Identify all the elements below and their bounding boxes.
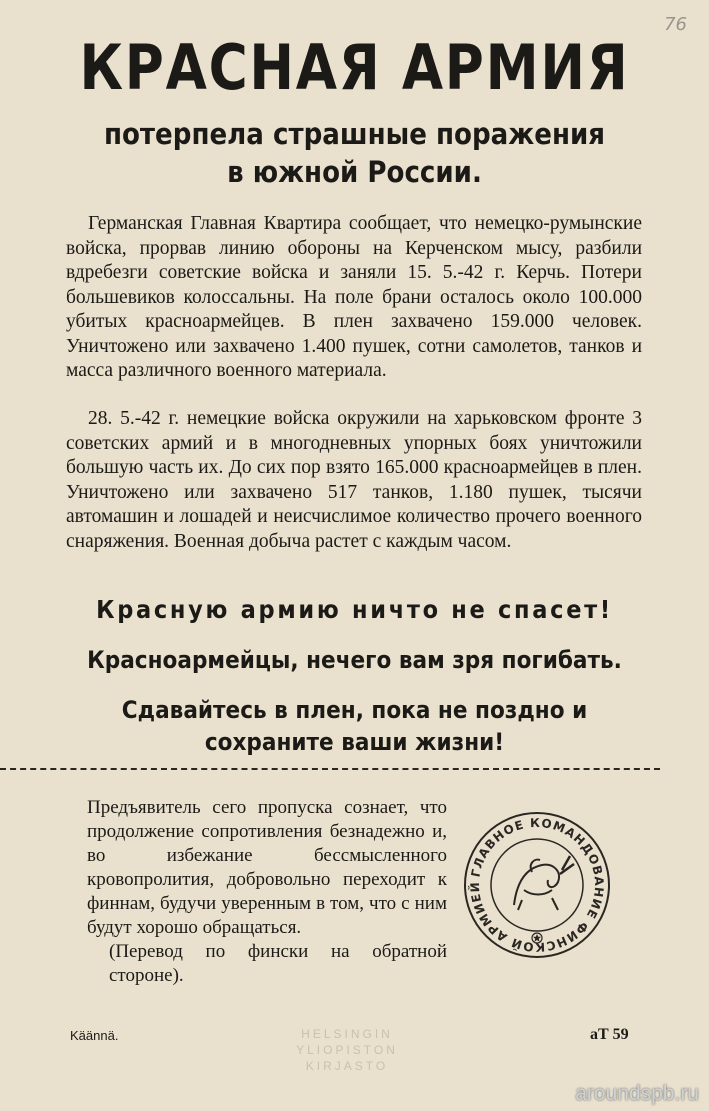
headline: КРАСНАЯ АРМИЯ [79,31,630,104]
lion-emblem [514,856,574,910]
library-stamp-line-1: HELSINGIN [301,1027,393,1041]
paragraph-kharkov: 28. 5.-42 г. немецкие войска окружили на харьковском фронте 3 советских армий и в многодневных упорных боях уничтожили большую часть их. До сих пор взято 165.000 красноармейцев в плен. Уничтожено или захвачено 517 танков, 1.180 пушек, тысячи автомашин и лошадей и неисчислимое количество прочего военного снаряжения. Военная добыча растет с каждым часом. [66,408,642,552]
site-watermark: aroundspb.ru [575,1082,699,1105]
library-stamp-line-2: YLIOPISTON [296,1043,398,1057]
print-code: аТ 59 [590,1026,629,1043]
library-stamp [292,1026,402,1074]
library-stamp-line-3: KIRJASTO [305,1059,389,1073]
subheadline-line-2: в южной России. [227,154,482,189]
subheadline-line-1: потерпела страшные поражения [103,117,606,151]
pass-text: Предъявитель сего пропуска сознает, что продолжение сопротивления безнадежно и, во избежание бессмысленного кровопролития, добровольно переходит к финнам, будучи уверенным в том, что с ним будут хорошо обращаться. [87,797,447,938]
slogan-red-army: Красную армию ничто не спасет! [96,595,613,624]
subheadline [35,116,673,191]
slogan-soldiers: Красноармейцы, нечего вам зря погибать. [87,646,622,674]
turn-over-note: Käännä. [70,1028,119,1043]
cut-line [0,768,660,770]
army-stamp [462,810,612,960]
archive-number: 76 [664,14,687,35]
slogan-surrender [35,694,673,758]
paragraph-kerch: Германская Главная Квартира сообщает, что немецко-румынские войска, прорвав линию обороны на Керченском мысу, разбили вдребезги советские войска и заняли 15. 5.-42 г. Керчь. Потери большевиков колоссальны. На поле брани осталось около 100.000 убитых красноармейцев. В плен захвачено 159.000 человек. Уничтожено или захвачено 1.400 пушек, сотни самолетов, танков и масса различного военного материала. [66,213,642,381]
slogan-surrender-line-2: сохраните ваши жизни! [204,728,505,756]
pass-block [87,796,447,988]
stamp-text: ГЛАВНОЕ КОМАНДОВАНИЕ ФИНСКОЙ АРМИЕЙ [467,815,607,955]
pass-note: (Перевод по фински на обратной стороне). [109,941,447,986]
slogan-surrender-line-1: Сдавайтесь в плен, пока не поздно и [121,696,588,724]
